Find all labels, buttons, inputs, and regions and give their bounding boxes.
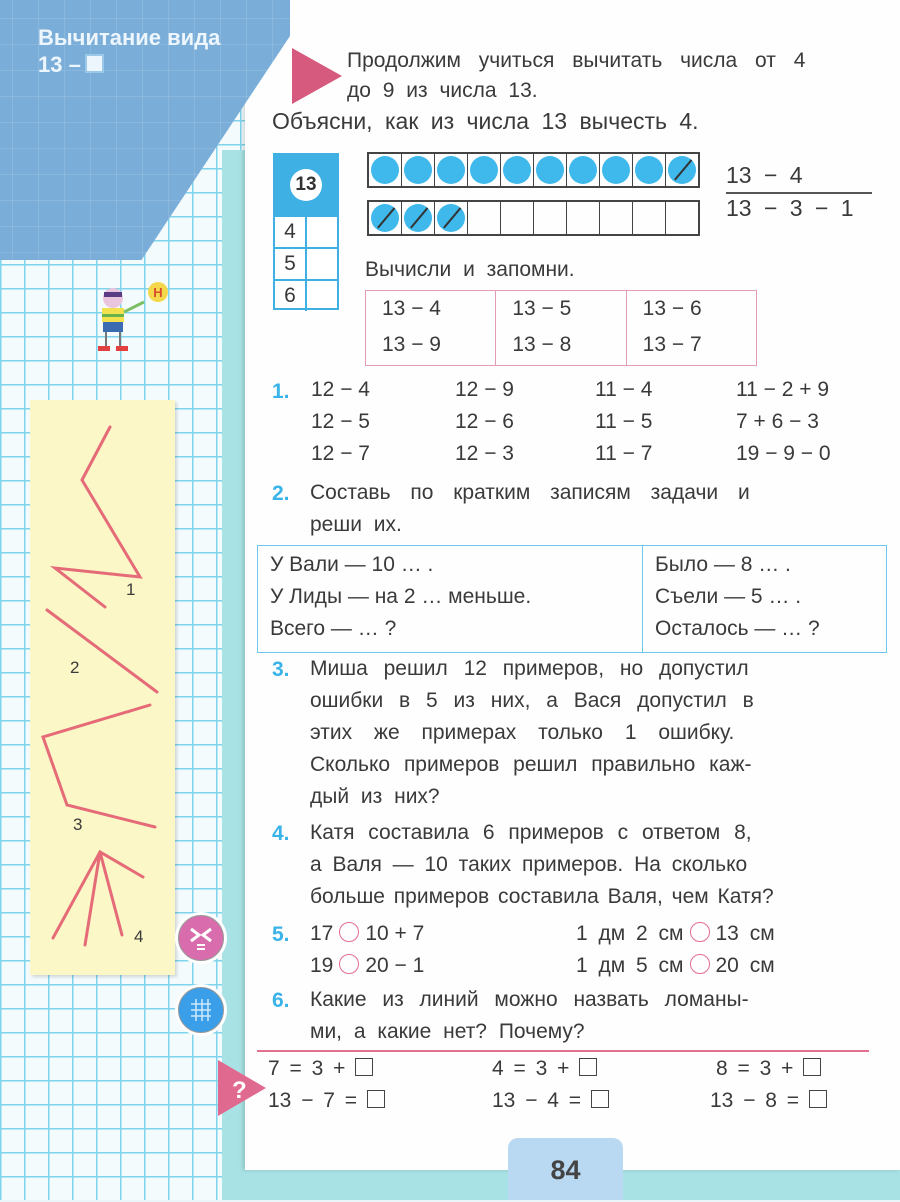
expression: 11 − 5 [595, 410, 653, 433]
bonus-expression: 4 = 3 + [492, 1053, 597, 1085]
mascot-boy-icon [88, 280, 168, 360]
expression: 11 − 4 [595, 378, 653, 401]
task-6-number: 6. [272, 989, 290, 1012]
comparison-row: 1 дм 2 см 13 см [576, 922, 775, 945]
compute-col: 13 − 5 13 − 8 [496, 291, 626, 365]
grid-icon [178, 987, 224, 1033]
compare-icon [178, 915, 224, 961]
ten-frame-2 [367, 200, 700, 236]
compute-col: 13 − 6 13 − 7 [642, 297, 702, 356]
task-3-line: Сколько примеров решил правильно каж- [310, 753, 752, 776]
expression: 11 − 7 [595, 442, 653, 465]
figure-label-3: 3 [73, 815, 83, 834]
expression: 12 − 4 [311, 378, 370, 401]
answer-box[interactable] [591, 1090, 609, 1108]
bonus-expression: 13 − 7 = [268, 1085, 385, 1117]
polyline-figures [30, 400, 175, 975]
expression: 7 + 6 − 3 [736, 410, 819, 433]
comparison-row: 1 дм 5 см 20 см [576, 954, 775, 977]
bonus-expression: 7 = 3 + [268, 1053, 373, 1085]
number-13-badge: 13 [290, 169, 322, 201]
intro-line-2: до 9 из числа 13. [347, 79, 538, 102]
compare-circle-input[interactable] [339, 954, 359, 974]
note-left: У Вали — 10 … . У Лиды — на 2 … меньше. Всего — … ? [258, 546, 643, 652]
answer-box[interactable] [355, 1058, 373, 1076]
short-notes-box [257, 545, 887, 653]
task-3-line: этих же примерах только 1 ошибку. [310, 721, 735, 744]
intro-line-1: Продолжим учиться вычитать числа от 4 [347, 49, 806, 72]
task-1-number: 1. [272, 380, 290, 403]
expression: 12 − 6 [455, 410, 514, 433]
task-4-line: больше примеров составила Валя, чем Катя? [310, 885, 774, 908]
svg-text:Н: Н [153, 285, 163, 300]
lines-figure-card [30, 400, 175, 975]
explain-line: Объясни, как из числа 13 вычесть 4. [272, 108, 699, 134]
compare-circle-input[interactable] [690, 922, 710, 942]
task-3-line: дый из них? [310, 785, 440, 808]
expression: 11 − 2 + 9 [736, 378, 830, 401]
answer-box[interactable] [803, 1058, 821, 1076]
row-6: 6 [275, 281, 307, 311]
task-3-number: 3. [272, 658, 290, 681]
expression-bottom: 13 − 3 − 1 [726, 195, 854, 221]
expression: 12 − 7 [311, 442, 370, 465]
answer-cell[interactable] [307, 281, 337, 311]
compare-circle-input[interactable] [690, 954, 710, 974]
question-marker-icon [218, 1060, 268, 1116]
compute-label: Вычисли и запомни. [365, 258, 575, 281]
bonus-expression: 13 − 4 = [492, 1085, 609, 1117]
row-5: 5 [275, 249, 307, 279]
task-6-line-2: ми, а какие нет? Почему? [310, 1020, 585, 1043]
answer-cell[interactable] [307, 217, 337, 247]
task-3-line: ошибки в 5 из них, а Вася допустил в [310, 689, 754, 712]
bonus-expression: 8 = 3 + [716, 1053, 821, 1085]
expression: 12 − 3 [455, 442, 514, 465]
bonus-expression: 13 − 8 = [710, 1085, 827, 1117]
play-arrow-icon [292, 48, 342, 104]
compare-symbols-button[interactable] [175, 912, 227, 964]
task-2-line-1: Составь по кратким записям задачи и [310, 481, 750, 504]
decomposition-table [273, 153, 339, 310]
compute-table [365, 290, 757, 366]
compute-col: 13 − 4 13 − 9 [366, 291, 496, 365]
compare-circle-input[interactable] [339, 922, 359, 942]
lesson-title-line2: 13 – [38, 51, 220, 78]
ten-frame-1 [367, 152, 700, 188]
row-4: 4 [275, 217, 307, 247]
expression: 12 − 9 [455, 378, 514, 401]
svg-text:?: ? [232, 1077, 247, 1104]
task-4-line: Катя составила 6 примеров с ответом 8, [310, 821, 752, 844]
task-4-line: а Валя — 10 таких примеров. На сколько [310, 853, 748, 876]
figure-label-4: 4 [134, 927, 144, 946]
answer-box[interactable] [367, 1090, 385, 1108]
task-3-line: Миша решил 12 примеров, но допустил [310, 657, 749, 680]
task-2-number: 2. [272, 482, 290, 505]
note-right: Было — 8 … . Съели — 5 … . Осталось — … ? [655, 553, 820, 640]
task-2-line-2: реши их. [310, 513, 402, 536]
comparison-row: 17 10 + 7 [310, 922, 425, 945]
answer-cell[interactable] [307, 249, 337, 279]
task-6-line-1: Какие из линий можно назвать ломаны- [310, 988, 749, 1011]
page-number: 84 [508, 1138, 623, 1200]
lesson-title-line1: Вычитание вида [38, 25, 221, 50]
answer-box[interactable] [579, 1058, 597, 1076]
expression: 12 − 5 [311, 410, 370, 433]
figure-label-1: 1 [126, 580, 136, 599]
task-4-number: 4. [272, 822, 290, 845]
figure-label-2: 2 [70, 658, 80, 677]
blank-square-icon [85, 54, 104, 73]
section-divider [257, 1050, 869, 1052]
geometry-grid-button[interactable] [175, 984, 227, 1036]
expression: 19 − 9 − 0 [736, 442, 831, 465]
lesson-title [38, 24, 220, 78]
task-5-number: 5. [272, 923, 290, 946]
answer-box[interactable] [809, 1090, 827, 1108]
comparison-row: 19 20 − 1 [310, 954, 425, 977]
expression-top: 13 − 4 [726, 162, 803, 188]
